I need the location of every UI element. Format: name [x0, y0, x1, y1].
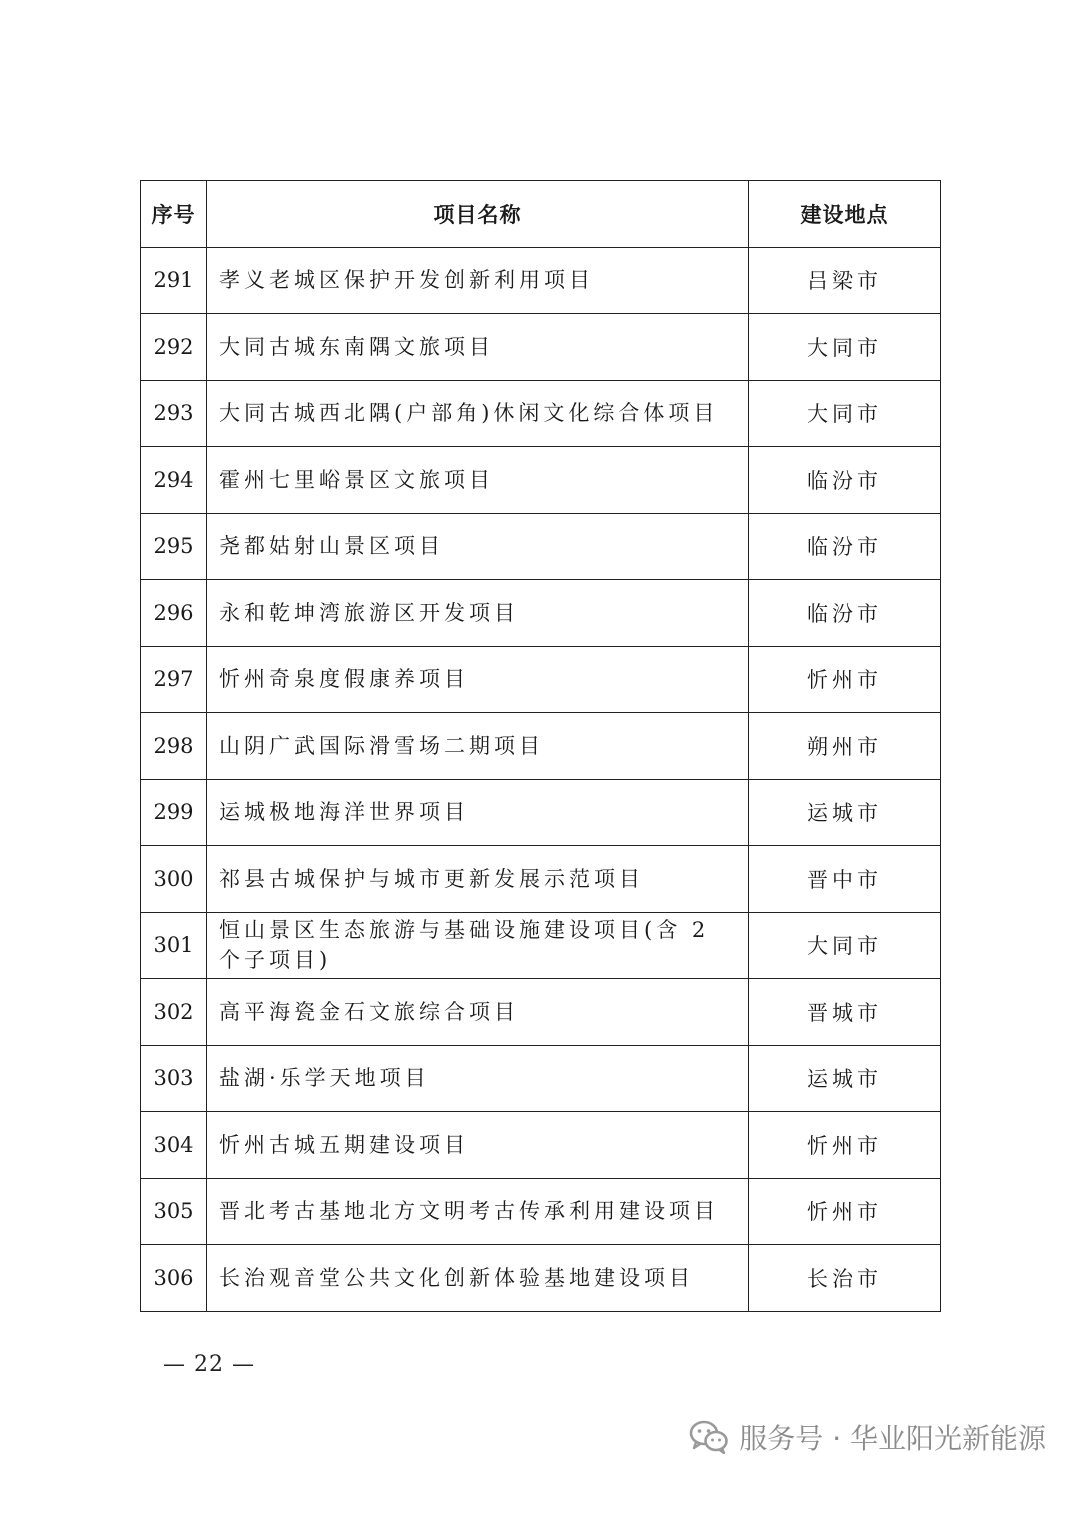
cell-serial-number: 299 — [141, 779, 207, 846]
cell-serial-number: 298 — [141, 713, 207, 780]
cell-serial-number: 301 — [141, 912, 207, 979]
cell-project-name: 祁县古城保护与城市更新发展示范项目 — [207, 846, 749, 913]
cell-location: 忻州市 — [749, 646, 941, 713]
table-row — [141, 979, 941, 1046]
cell-serial-number: 304 — [141, 1112, 207, 1179]
cell-project-name: 恒山景区生态旅游与基础设施建设项目(含 2 个子项目) — [207, 912, 749, 979]
table-row — [141, 1045, 941, 1112]
cell-location: 晋中市 — [749, 846, 941, 913]
cell-project-name: 孝义老城区保护开发创新利用项目 — [207, 247, 749, 314]
cell-serial-number: 306 — [141, 1245, 207, 1312]
cell-project-name: 山阴广武国际滑雪场二期项目 — [207, 713, 749, 780]
table-row — [141, 580, 941, 647]
cell-serial-number: 303 — [141, 1045, 207, 1112]
cell-serial-number: 305 — [141, 1178, 207, 1245]
table-row — [141, 1178, 941, 1245]
table-row — [141, 247, 941, 314]
watermark-text: 服务号 · 华业阳光新能源 — [739, 1422, 1046, 1455]
table-row — [141, 912, 941, 979]
table-body — [141, 247, 941, 1311]
page-number: — 22 — — [163, 1352, 255, 1377]
cell-project-name: 霍州七里峪景区文旅项目 — [207, 447, 749, 514]
cell-serial-number: 291 — [141, 247, 207, 314]
project-table — [140, 180, 941, 1312]
header-serial-number: 序号 — [141, 181, 207, 248]
table-row — [141, 447, 941, 514]
cell-location: 晋城市 — [749, 979, 941, 1046]
cell-project-name: 晋北考古基地北方文明考古传承利用建设项目 — [207, 1178, 749, 1245]
cell-location: 临汾市 — [749, 513, 941, 580]
header-project-name: 项目名称 — [207, 181, 749, 248]
cell-project-name: 永和乾坤湾旅游区开发项目 — [207, 580, 749, 647]
table-row — [141, 513, 941, 580]
cell-project-name: 忻州奇泉度假康养项目 — [207, 646, 749, 713]
cell-serial-number: 292 — [141, 314, 207, 381]
table-row — [141, 846, 941, 913]
cell-location: 大同市 — [749, 912, 941, 979]
cell-project-name: 长治观音堂公共文化创新体验基地建设项目 — [207, 1245, 749, 1312]
cell-location: 大同市 — [749, 380, 941, 447]
table-row — [141, 380, 941, 447]
cell-location: 忻州市 — [749, 1112, 941, 1179]
wechat-icon — [689, 1420, 729, 1454]
table-row — [141, 1245, 941, 1312]
cell-project-name: 运城极地海洋世界项目 — [207, 779, 749, 846]
table-row — [141, 779, 941, 846]
cell-serial-number: 302 — [141, 979, 207, 1046]
table-row — [141, 713, 941, 780]
cell-serial-number: 297 — [141, 646, 207, 713]
cell-serial-number: 296 — [141, 580, 207, 647]
cell-serial-number: 295 — [141, 513, 207, 580]
cell-serial-number: 294 — [141, 447, 207, 514]
cell-serial-number: 300 — [141, 846, 207, 913]
table-row — [141, 1112, 941, 1179]
table-row — [141, 314, 941, 381]
cell-location: 临汾市 — [749, 580, 941, 647]
cell-project-name: 大同古城东南隅文旅项目 — [207, 314, 749, 381]
table-header-row — [141, 181, 941, 248]
cell-location: 大同市 — [749, 314, 941, 381]
cell-location: 长治市 — [749, 1245, 941, 1312]
cell-project-name: 高平海瓷金石文旅综合项目 — [207, 979, 749, 1046]
cell-project-name: 尧都姑射山景区项目 — [207, 513, 749, 580]
cell-project-name: 盐湖·乐学天地项目 — [207, 1045, 749, 1112]
cell-location: 吕梁市 — [749, 247, 941, 314]
cell-project-name: 大同古城西北隅(户部角)休闲文化综合体项目 — [207, 380, 749, 447]
cell-location: 临汾市 — [749, 447, 941, 514]
cell-location: 忻州市 — [749, 1178, 941, 1245]
cell-location: 运城市 — [749, 779, 941, 846]
cell-project-name: 忻州古城五期建设项目 — [207, 1112, 749, 1179]
watermark — [689, 1417, 1046, 1457]
table-row — [141, 646, 941, 713]
cell-location: 朔州市 — [749, 713, 941, 780]
cell-location: 运城市 — [749, 1045, 941, 1112]
cell-serial-number: 293 — [141, 380, 207, 447]
header-location: 建设地点 — [749, 181, 941, 248]
